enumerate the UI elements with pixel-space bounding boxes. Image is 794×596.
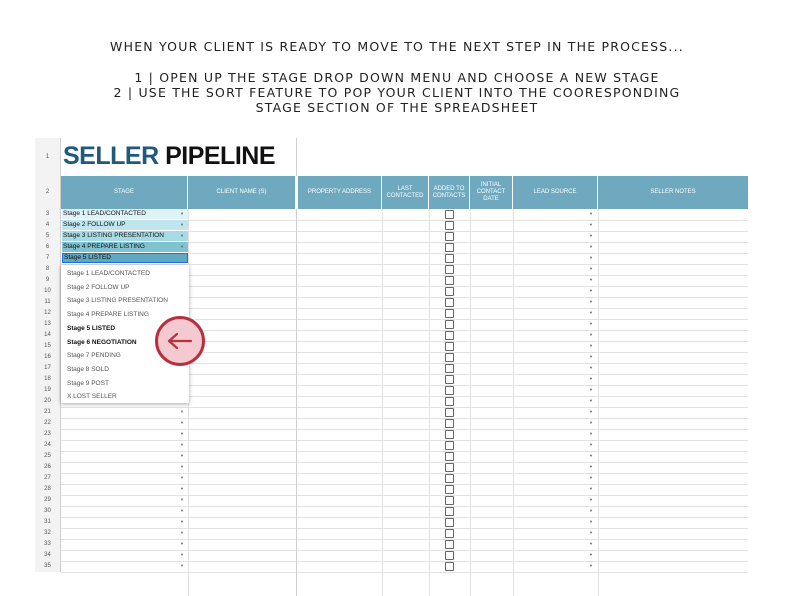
caret-down-icon[interactable]: ▼ (180, 409, 184, 414)
stage-cell[interactable] (62, 220, 188, 230)
header-stage[interactable]: STAGE (61, 176, 188, 209)
stage-cell-label: Stage 4 PREPARE LISTING (63, 243, 145, 250)
checkbox-icon[interactable] (445, 419, 454, 428)
caret-down-icon[interactable]: ▼ (589, 431, 593, 436)
caret-down-icon[interactable]: ▼ (589, 442, 593, 447)
stage-cell[interactable] (62, 253, 188, 263)
dropdown-option[interactable]: Stage 6 NEGOTIATION (67, 338, 137, 346)
stage-cell[interactable] (62, 209, 188, 219)
instruction-line-4: STAGE SECTION OF THE SPREADSHEET (255, 100, 539, 115)
caret-down-icon[interactable]: ▼ (589, 255, 593, 260)
caret-down-icon[interactable]: ▼ (589, 486, 593, 491)
row-number[interactable]: 16 (35, 352, 61, 363)
caret-down-icon[interactable]: ▼ (589, 453, 593, 458)
caret-down-icon[interactable]: ▼ (589, 563, 593, 568)
dropdown-option[interactable]: Stage 1 LEAD/CONTACTED (67, 270, 150, 277)
stage-cell[interactable] (62, 231, 188, 241)
caret-down-icon[interactable]: ▼ (589, 464, 593, 469)
checkbox-icon[interactable] (445, 430, 454, 439)
caret-down-icon[interactable]: ▼ (589, 541, 593, 546)
row-number[interactable]: 26 (35, 462, 61, 473)
checkbox-icon[interactable] (445, 551, 454, 560)
row-number[interactable]: 8 (35, 264, 61, 275)
caret-down-icon[interactable]: ▼ (180, 453, 184, 458)
row-number[interactable]: 1 (35, 138, 61, 176)
checkbox-icon[interactable] (445, 276, 454, 285)
page-title (63, 142, 275, 171)
caret-down-icon[interactable]: ▼ (180, 442, 184, 447)
checkbox-icon[interactable] (445, 210, 454, 219)
row-number[interactable]: 2 (35, 176, 61, 209)
title-seller: SELLER (63, 142, 159, 170)
row-number[interactable]: 27 (35, 473, 61, 484)
caret-down-icon[interactable]: ▼ (180, 486, 184, 491)
row-number[interactable]: 13 (35, 319, 61, 330)
checkbox-icon[interactable] (445, 353, 454, 362)
row-number[interactable]: 14 (35, 330, 61, 341)
checkbox-icon[interactable] (445, 441, 454, 450)
caret-down-icon[interactable]: ▼ (180, 541, 184, 546)
row-number[interactable]: 7 (35, 253, 61, 264)
caret-down-icon[interactable]: ▼ (589, 475, 593, 480)
row-number[interactable]: 6 (35, 242, 61, 253)
caret-down-icon[interactable]: ▼ (180, 222, 184, 227)
caret-down-icon[interactable]: ▼ (589, 310, 593, 315)
caret-down-icon[interactable]: ▼ (589, 376, 593, 381)
caret-down-icon[interactable]: ▼ (589, 211, 593, 216)
caret-down-icon[interactable]: ▼ (180, 530, 184, 535)
caret-down-icon[interactable]: ▼ (589, 233, 593, 238)
caret-down-icon[interactable]: ▼ (589, 508, 593, 513)
row-number[interactable]: 31 (35, 517, 61, 528)
caret-down-icon[interactable]: ▼ (589, 387, 593, 392)
row-number[interactable]: 24 (35, 440, 61, 451)
checkbox-icon[interactable] (445, 518, 454, 527)
row-number[interactable]: 25 (35, 451, 61, 462)
header-initial-contact-date[interactable]: INITIAL CONTACT DATE (470, 176, 513, 209)
caret-down-icon[interactable]: ▼ (589, 299, 593, 304)
row-number[interactable]: 17 (35, 363, 61, 374)
caret-down-icon[interactable]: ▼ (180, 519, 184, 524)
row-number[interactable]: 28 (35, 484, 61, 495)
dropdown-option[interactable]: Stage 4 PREPARE LISTING (67, 311, 149, 319)
caret-down-icon[interactable]: ▼ (180, 233, 184, 238)
row-number[interactable]: 5 (35, 231, 61, 242)
checkbox-icon[interactable] (445, 474, 454, 483)
checkbox-icon[interactable] (445, 232, 454, 241)
checkbox-icon[interactable] (445, 452, 454, 461)
checkbox-icon[interactable] (445, 386, 454, 395)
checkbox-icon[interactable] (445, 485, 454, 494)
header-property-address[interactable]: PROPERTY ADDRESS (297, 176, 382, 209)
stage-cell[interactable] (62, 242, 188, 252)
stage-cell-label: Stage 5 LISTED (64, 254, 111, 261)
caret-down-icon[interactable]: ▼ (589, 244, 593, 249)
caret-down-icon[interactable]: ▼ (589, 288, 593, 293)
dropdown-option[interactable]: Stage 8 SOLD (67, 365, 109, 373)
caret-down-icon[interactable]: ▼ (589, 365, 593, 370)
header-client-name[interactable]: CLIENT NAME (S) (188, 176, 296, 209)
instruction-line-3: 2 | USE THE SORT FEATURE TO POP YOUR CLIENT INTO THE COORESPONDING (113, 85, 681, 100)
row-number[interactable]: 32 (35, 528, 61, 539)
caret-down-icon[interactable]: ▼ (589, 530, 593, 535)
caret-down-icon[interactable]: ▼ (589, 409, 593, 414)
checkbox-icon[interactable] (445, 364, 454, 373)
checkbox-icon[interactable] (445, 507, 454, 516)
checkbox-icon[interactable] (445, 342, 454, 351)
checkbox-icon[interactable] (445, 540, 454, 549)
checkbox-icon[interactable] (445, 254, 454, 263)
row-number[interactable]: 19 (35, 385, 61, 396)
checkbox-icon[interactable] (445, 331, 454, 340)
caret-down-icon[interactable]: ▼ (589, 519, 593, 524)
checkbox-icon[interactable] (445, 496, 454, 505)
row-number[interactable]: 18 (35, 374, 61, 385)
dropdown-option[interactable]: Stage 7 PENDING (67, 352, 121, 360)
caret-down-icon[interactable]: ▼ (589, 398, 593, 403)
header-lead-source[interactable]: LEAD SOURCE (513, 176, 598, 209)
checkbox-icon[interactable] (445, 243, 454, 252)
row-number[interactable]: 10 (35, 286, 61, 297)
row-number[interactable]: 33 (35, 539, 61, 550)
checkbox-icon[interactable] (445, 320, 454, 329)
dropdown-option[interactable]: Stage 3 LISTING PRESENTATION (67, 297, 168, 305)
checkbox-icon[interactable] (445, 309, 454, 318)
checkbox-icon[interactable] (445, 298, 454, 307)
instruction-line-2: 1 | OPEN UP THE STAGE DROP DOWN MENU AND CHOOSE A NEW STAGE (134, 70, 660, 85)
caret-down-icon[interactable]: ▼ (180, 563, 184, 568)
stage-cell-label: Stage 3 LISTING PRESENTATION (63, 232, 164, 239)
caret-down-icon[interactable]: ▼ (589, 420, 593, 425)
checkbox-icon[interactable] (445, 529, 454, 538)
caret-down-icon[interactable]: ▼ (180, 508, 184, 513)
header-added-to-contacts[interactable]: ADDED TO CONTACTS (429, 176, 470, 209)
caret-down-icon[interactable]: ▼ (589, 332, 593, 337)
highlight-circle (155, 316, 205, 366)
dropdown-option[interactable]: Stage 2 FOLLOW UP (67, 283, 130, 291)
caret-down-icon[interactable]: ▼ (180, 420, 184, 425)
row-number[interactable]: 15 (35, 341, 61, 352)
caret-down-icon[interactable]: ▼ (589, 343, 593, 348)
row-number[interactable]: 29 (35, 495, 61, 506)
title-pipeline: PIPELINE (165, 142, 275, 170)
row-number[interactable]: 30 (35, 506, 61, 517)
caret-down-icon[interactable]: ▼ (180, 244, 184, 249)
row-number[interactable]: 21 (35, 407, 61, 418)
checkbox-icon[interactable] (445, 397, 454, 406)
checkbox-icon[interactable] (445, 408, 454, 417)
caret-down-icon[interactable]: ▼ (180, 211, 184, 216)
caret-down-icon[interactable]: ▼ (589, 277, 593, 282)
row-number[interactable]: 3 (35, 209, 61, 220)
caret-down-icon[interactable]: ▼ (180, 464, 184, 469)
left-arrow-icon (166, 331, 194, 351)
caret-down-icon[interactable]: ▼ (589, 552, 593, 557)
checkbox-icon[interactable] (445, 463, 454, 472)
header-seller-notes[interactable]: SELLER NOTES (598, 176, 748, 209)
stage-cell-label: Stage 1 LEAD/CONTACTED (63, 210, 146, 217)
caret-down-icon[interactable]: ▼ (589, 266, 593, 271)
caret-down-icon[interactable]: ▼ (180, 475, 184, 480)
dropdown-option[interactable]: Stage 5 LISTED (67, 324, 116, 332)
caret-down-icon[interactable]: ▼ (180, 497, 184, 502)
dropdown-option[interactable]: X LOST SELLER (67, 393, 117, 401)
checkbox-icon[interactable] (445, 221, 454, 230)
caret-down-icon[interactable]: ▼ (589, 222, 593, 227)
row-number[interactable]: 12 (35, 308, 61, 319)
row-number[interactable]: 11 (35, 297, 61, 308)
instruction-line-1: WHEN YOUR CLIENT IS READY TO MOVE TO THE NEXT STEP IN THE PROCESS... (110, 39, 684, 54)
caret-down-icon[interactable]: ▼ (589, 497, 593, 502)
row-number[interactable]: 22 (35, 418, 61, 429)
checkbox-icon[interactable] (445, 375, 454, 384)
row-number[interactable]: 34 (35, 550, 61, 561)
dropdown-option[interactable]: Stage 9 POST (67, 379, 109, 387)
caret-down-icon[interactable]: ▼ (180, 431, 184, 436)
stage-cell-label: Stage 2 FOLLOW UP (63, 221, 126, 228)
caret-down-icon[interactable]: ▼ (589, 354, 593, 359)
caret-down-icon[interactable]: ▼ (180, 552, 184, 557)
checkbox-icon[interactable] (445, 287, 454, 296)
header-last-contacted[interactable]: LAST CONTACTED (382, 176, 429, 209)
checkbox-icon[interactable] (445, 265, 454, 274)
row-number[interactable]: 35 (35, 561, 61, 572)
row-number[interactable]: 20 (35, 396, 61, 407)
row-number[interactable]: 23 (35, 429, 61, 440)
caret-down-icon[interactable]: ▼ (589, 321, 593, 326)
checkbox-icon[interactable] (445, 562, 454, 571)
row-number[interactable]: 4 (35, 220, 61, 231)
row-number[interactable]: 9 (35, 275, 61, 286)
